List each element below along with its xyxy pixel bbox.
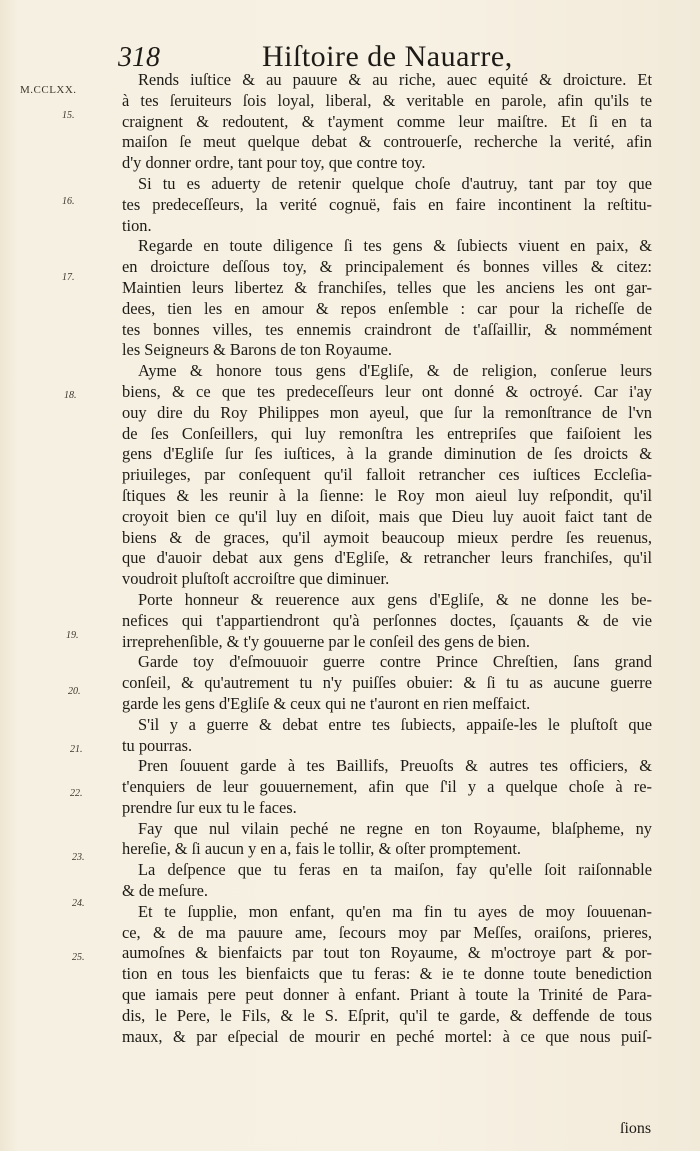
text-line: priuileges, par conſequent qu'il falloit retrancher ces iuſtices Eccleſia- [122,465,652,485]
text-line: d'y donner ordre, tant pour toy, que contre toy. [122,153,426,173]
text-line: biens & de graces, qu'il aymoit beaucoup mieux perdre ſes reuenus, [122,527,652,547]
margin-number: 22. [70,788,83,799]
text-line: hereſie, & ſi aucun y en a, fais le tollir, & oſter promptement. [122,839,521,859]
text-line: tion en tous les bienfaicts que tu feras: & ie te donne toute benediction [122,964,652,984]
text-line: dis, le Pere, le Fils, & le S. Eſprit, qu'il te garde, & deffende de tous [122,1005,652,1025]
text-line: craignent & redoutent, & t'ayment comme leur maiſtre. Et ſi en ta [122,111,652,131]
text-line: Et te ſupplie, mon enfant, qu'en ma fin tu ayes de moy ſouuenan- [138,901,652,921]
text-line: irreprehenſible, & t'y gouuerne par le conſeil des gens de bien. [122,631,531,651]
text-line: biens, & ce que tes predeceſſeurs leur ont donné & octroyé. Car i'ay [122,381,652,401]
text-line: tion. [122,215,152,235]
text-line: Rends iuſtice & au pauure & au riche, auec equité & droicture. Et [138,70,652,89]
text-line: maux, & par eſpecial de mourir en peché mortel: à ce que nous puiſ- [122,1026,652,1046]
page-number: 318 [118,42,160,73]
text-line: tu pourras. [122,735,193,755]
margin-number: 23. [72,852,85,863]
text-line: ſtiques & les reunir à la ſienne: le Roy mon aieul luy reſpondit, qu'il [122,485,652,505]
margin-number: 24. [72,898,85,909]
margin-number: 17. [62,272,75,283]
text-line: ce, & de ma pauure ame, ſecours moy par Meſſes, oraiſons, prieres, [122,922,652,942]
text-line: à tes ſeruiteurs ſois loyal, liberal, & veritable en parole, afin qu'ils te [122,90,652,110]
text-line: La deſpence que tu feras en ta maiſon, fay qu'elle ſoit raiſonnable [138,860,652,880]
text-line: en droicture deſſous toy, & principalement és bonnes villes & citez: [122,257,652,277]
text-line: Garde toy d'eſmouuoir guerre contre Prince Chreſtien, ſans grand [138,652,652,672]
running-title: Hiſtoire de Nauarre, [262,40,513,73]
margin-number: 18. [64,390,77,401]
text-line: aumoſnes & bienfaicts par tout ton Royaume, & m'octroye part & por- [122,943,652,963]
text-line: Pren ſouuent garde à tes Baillifs, Preuoſts & autres tes officiers, & [138,756,652,776]
text-line: & de meſure. [122,881,209,901]
text-line: nefices qui t'appartiendront qu'à perſonnes doctes, ſçauants & de vie [122,610,652,630]
text-line: Maintien leurs libertez & franchiſes, telles que les anciens les ont gar- [122,277,652,297]
text-line: Si tu es aduerty de retenir quelque choſe d'autruy, tant par toy que [138,173,652,193]
text-line: que d'auoir debat aux gens d'Egliſe, & retrancher leurs franchiſes, qu'il [122,548,652,568]
text-line: tes predeceſſeurs, la verité cognuë, fais en faire incontinent la reſtitu- [122,194,652,214]
text-line: S'il y a guerre & debat entre tes ſubiects, appaiſe-les le pluſtoſt que [138,714,652,734]
text-line: prendre ſur eux tu le faces. [122,797,297,817]
text-line: croyoit bien ce qu'il luy en diſoit, mais que Dieu luy auoit faict tant de [122,506,652,526]
margin-number: 20. [68,686,81,697]
margin-number: 19. [66,630,79,641]
margin-number: 25. [72,952,85,963]
margin-number: 21. [70,744,83,755]
text-line: gens d'Egliſe ſur ſes iuſtices, à la grande diminution de ſes droicts & [122,444,652,464]
text-line: de ſes Conſeillers, qui luy remonſtra les entrepriſes que faiſoient les [122,423,652,443]
text-line: que iamais pere peut donner à enfant. Priant à toute la Trinité de Para- [122,985,652,1005]
text-line: Fay que nul vilain peché ne regne en ton Royaume, blaſpheme, ny [138,818,652,838]
catchword: ſions [620,1120,652,1137]
margin-year: M.CCLXX. [20,84,77,96]
text-line: maiſon ſe meut quelque debat & controuerſe, recherche la verité, afin [122,132,652,152]
text-line: garde les gens d'Egliſe & ceux qui ne t'auront en rien meſfaict. [122,693,531,713]
text-line: t'enquiers de leur gouuernement, afin que ſ'il y a quelque choſe à re- [122,777,652,797]
margin-number: 15. [62,110,75,121]
text-line: voudroit pluſtoſt accroiſtre que diminuer. [122,569,390,589]
text-line: tes bonnes villes, tes ennemis craindront de t'aſſaillir, & nommément [122,319,652,339]
text-line: conſeil, & qu'autrement tu n'y puiſſes obuier: & ſi tu as aucune guerre [122,673,652,693]
text-line: Regarde en toute diligence ſi tes gens & ſubiects viuent en paix, & [138,236,652,256]
body-text [122,70,652,1047]
text-line: Porte honneur & reuerence aux gens d'Egliſe, & ne donne les be- [138,589,652,609]
text-line: ouy dire du Roy Philippes mon ayeul, que ſur la remonſtrance de l'vn [122,402,652,422]
text-line: dees, tien les en amour & repos enſemble : car pour la richeſſe de [122,298,652,318]
text-line: Ayme & honore tous gens d'Egliſe, & de religion, conſerue leurs [138,361,652,381]
left-margin [0,0,110,1151]
text-line: les Seigneurs & Barons de ton Royaume. [122,340,392,360]
margin-number: 16. [62,196,75,207]
